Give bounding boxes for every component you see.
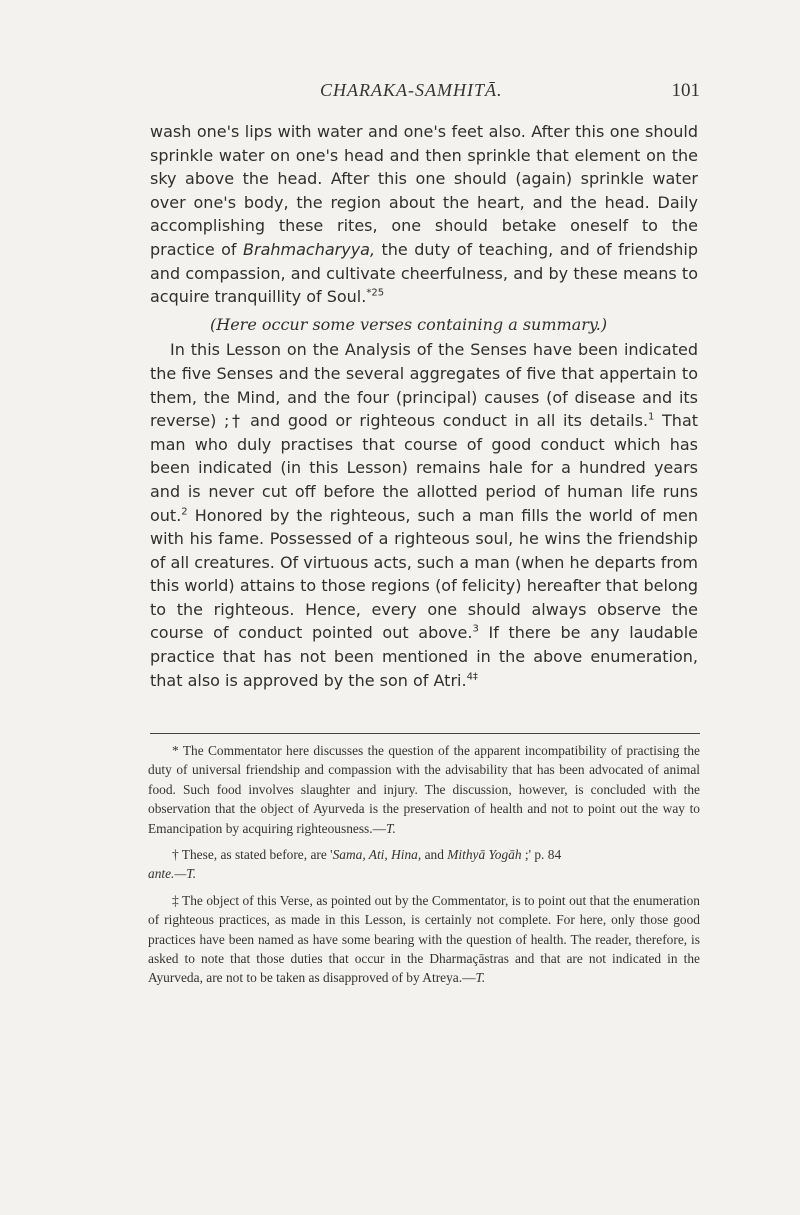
footnote-text: and (421, 847, 448, 863)
footnote-marker: † (229, 411, 243, 431)
footnote-text: ante.—T. (148, 866, 197, 882)
sanskrit-term: Sama, Ati, Hina, (332, 847, 422, 863)
page-header (150, 80, 710, 110)
text-run: Honored by the righteous, such a man fills the world of men with his fame. Possessed of a righteous soul, he wins the friendship of all creatures. Of virtuous acts, such a man (when he departs from this world) attains to those regions (of felicity) hereafter that belong to the righteous. Hence, every one should always observe the course of conduct pointed out above. (150, 505, 698, 643)
translator-signature: T. (386, 820, 396, 836)
footnote-text: * The Commentator here discusses the question of the apparent incompatibility of practising the duty of universal friendship and compassion with the advisability that has been advocated of animal food. Such food involves slaughter and injury. The discussion, however, is concluded with the observation that the object of Ayurveda is the preservation of health and not to point out the way to Emancipation by acquiring righteousness.— (148, 743, 700, 836)
footnote (148, 741, 700, 838)
text-run: If there be any laudable practice that has not been mentioned in the above enumeration, that also is approved by the son of Atri. (150, 623, 698, 690)
footnote-marker: 4‡ (466, 671, 478, 683)
sanskrit-term: Mithyā Yogāh (447, 847, 522, 863)
text-run: That man who duly practises that course of good conduct which has been indicated (in this Lesson) remains hale for a hundred years and is never cut off before the allotted period of human life runs out. (150, 411, 699, 525)
footnote-text: ;' p. 84 (521, 847, 562, 863)
summary-note: (Here occur some verses containing a summary.) (210, 314, 608, 334)
footnote-text: † These, as stated before, are ' (172, 847, 333, 863)
footnote-marker: *25 (366, 287, 385, 299)
text-run: the duty of teaching, and of friendship and compassion, and cultivate cheerfulness, and by these means to acquire tranquillity of Soul. (150, 239, 698, 307)
footnote-marker: 2 (181, 506, 188, 518)
running-title: CHARAKA-SAMHITĀ. (320, 80, 503, 100)
sanskrit-term: Brahmacharyya, (243, 239, 376, 259)
footnote-marker: 1 (648, 411, 655, 423)
paragraph (150, 338, 698, 692)
translator-signature: T. (475, 970, 486, 986)
footnote (148, 891, 700, 988)
footnotes (148, 741, 700, 995)
footnote (148, 845, 700, 884)
main-text (150, 120, 698, 692)
text-run: wash one's lips with water and one's feet also. After this one should sprinkle water on one's head and then sprinkle that element on the sky above the head. After this one should (again) sprinkle water over one's body, the region about the heart, and the head. Daily accomplishing these rites, one should betake oneself to the practice of (150, 122, 698, 259)
footnote-text: ‡ The object of this Verse, as pointed out by the Commentator, is to point out that the enumeration of righteous practices, as made in this Lesson, is certainly not complete. For here, only those good practices have been named as have some bearing with the question of health. The reader, therefore, is asked to note that those duties that occur in the Dharmaçāstras and that are not indicated in the Ayurveda, are not to be taken as disapproved of by Atreya.— (148, 892, 700, 986)
footnote-marker: 3 (472, 624, 479, 636)
text-run: and good or righteous conduct in all its details. (242, 411, 649, 431)
page-number: 101 (671, 80, 700, 101)
text-run: In this Lesson on the Analysis of the Senses have been indicated the five Senses and the several aggregates of five that appertain to them, the Mind, and the four (principal) causes (of disease and its reverse) ; (150, 340, 698, 431)
paragraph (150, 120, 698, 309)
footnote-divider (150, 733, 700, 734)
